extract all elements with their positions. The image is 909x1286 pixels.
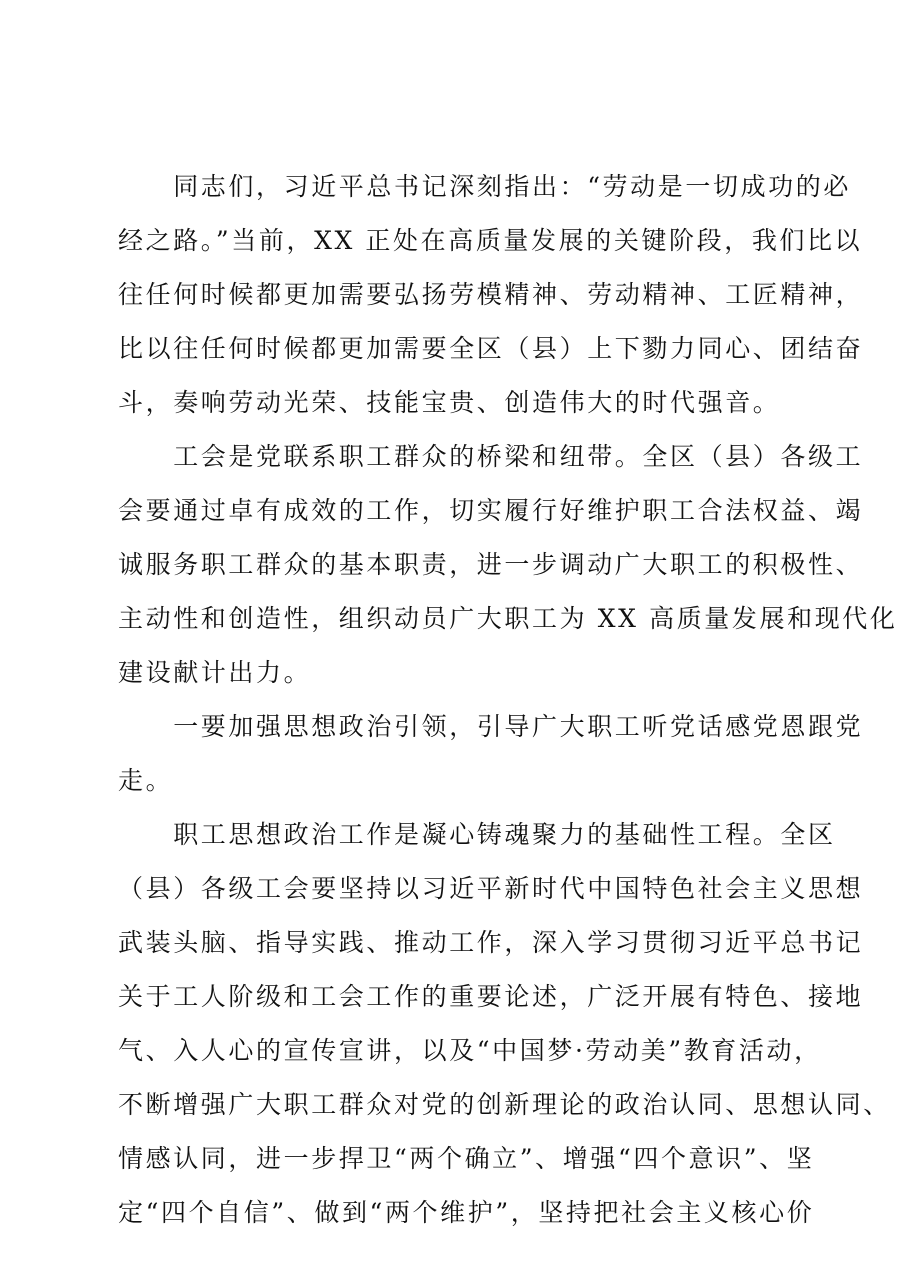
- text-line: 气、入人心的宣传宣讲，以及“中国梦·劳动美”教育活动，: [118, 1036, 822, 1065]
- text-line: 不断增强广大职工群众对党的创新理论的政治认同、思想认同、: [118, 1090, 891, 1119]
- text-line: 经之路。”当前，XX 正处在高质量发展的关键阶段，我们比以: [118, 226, 863, 255]
- text-line: 斗，奏响劳动光荣、技能宝贵、创造伟大的时代强音。: [118, 388, 781, 417]
- text-line: 诚服务职工群众的基本职责，进一步调动广大职工的积极性、: [118, 550, 864, 579]
- text-line: 往任何时候都更加需要弘扬劳模精神、劳动精神、工匠精神，: [118, 280, 864, 309]
- text-line: （县）各级工会要坚持以习近平新时代中国特色社会主义思想: [118, 874, 864, 903]
- text-line: 比以往任何时候都更加需要全区（县）上下勠力同心、团结奋: [118, 334, 864, 363]
- text-line: 武装头脑、指导实践、推动工作，深入学习贯彻习近平总书记: [118, 928, 864, 957]
- text-line: 关于工人阶级和工会工作的重要论述，广泛开展有特色、接地: [118, 982, 864, 1011]
- text-line: 走。: [118, 766, 174, 795]
- text-line: 一要加强思想政治引领，引导广大职工听党话感党恩跟党: [118, 712, 864, 741]
- text-line: 工会是党联系职工群众的桥梁和纽带。全区（县）各级工: [118, 442, 864, 471]
- text-line: 建设献计出力。: [118, 658, 312, 687]
- document-body: [118, 160, 898, 1240]
- text-line: 同志们，习近平总书记深刻指出：“劳动是一切成功的必: [118, 172, 851, 201]
- text-line: 定“四个自信”、做到“两个维护”，坚持把社会主义核心价: [118, 1198, 815, 1227]
- text-line: 主动性和创造性，组织动员广大职工为 XX 高质量发展和现代化: [118, 604, 898, 633]
- text-line: 会要通过卓有成效的工作，切实履行好维护职工合法权益、竭: [118, 496, 864, 525]
- text-line: 职工思想政治工作是凝心铸魂聚力的基础性工程。全区: [118, 820, 836, 849]
- text-line: 情感认同，进一步捍卫“两个确立”、增强“四个意识”、坚: [118, 1144, 815, 1173]
